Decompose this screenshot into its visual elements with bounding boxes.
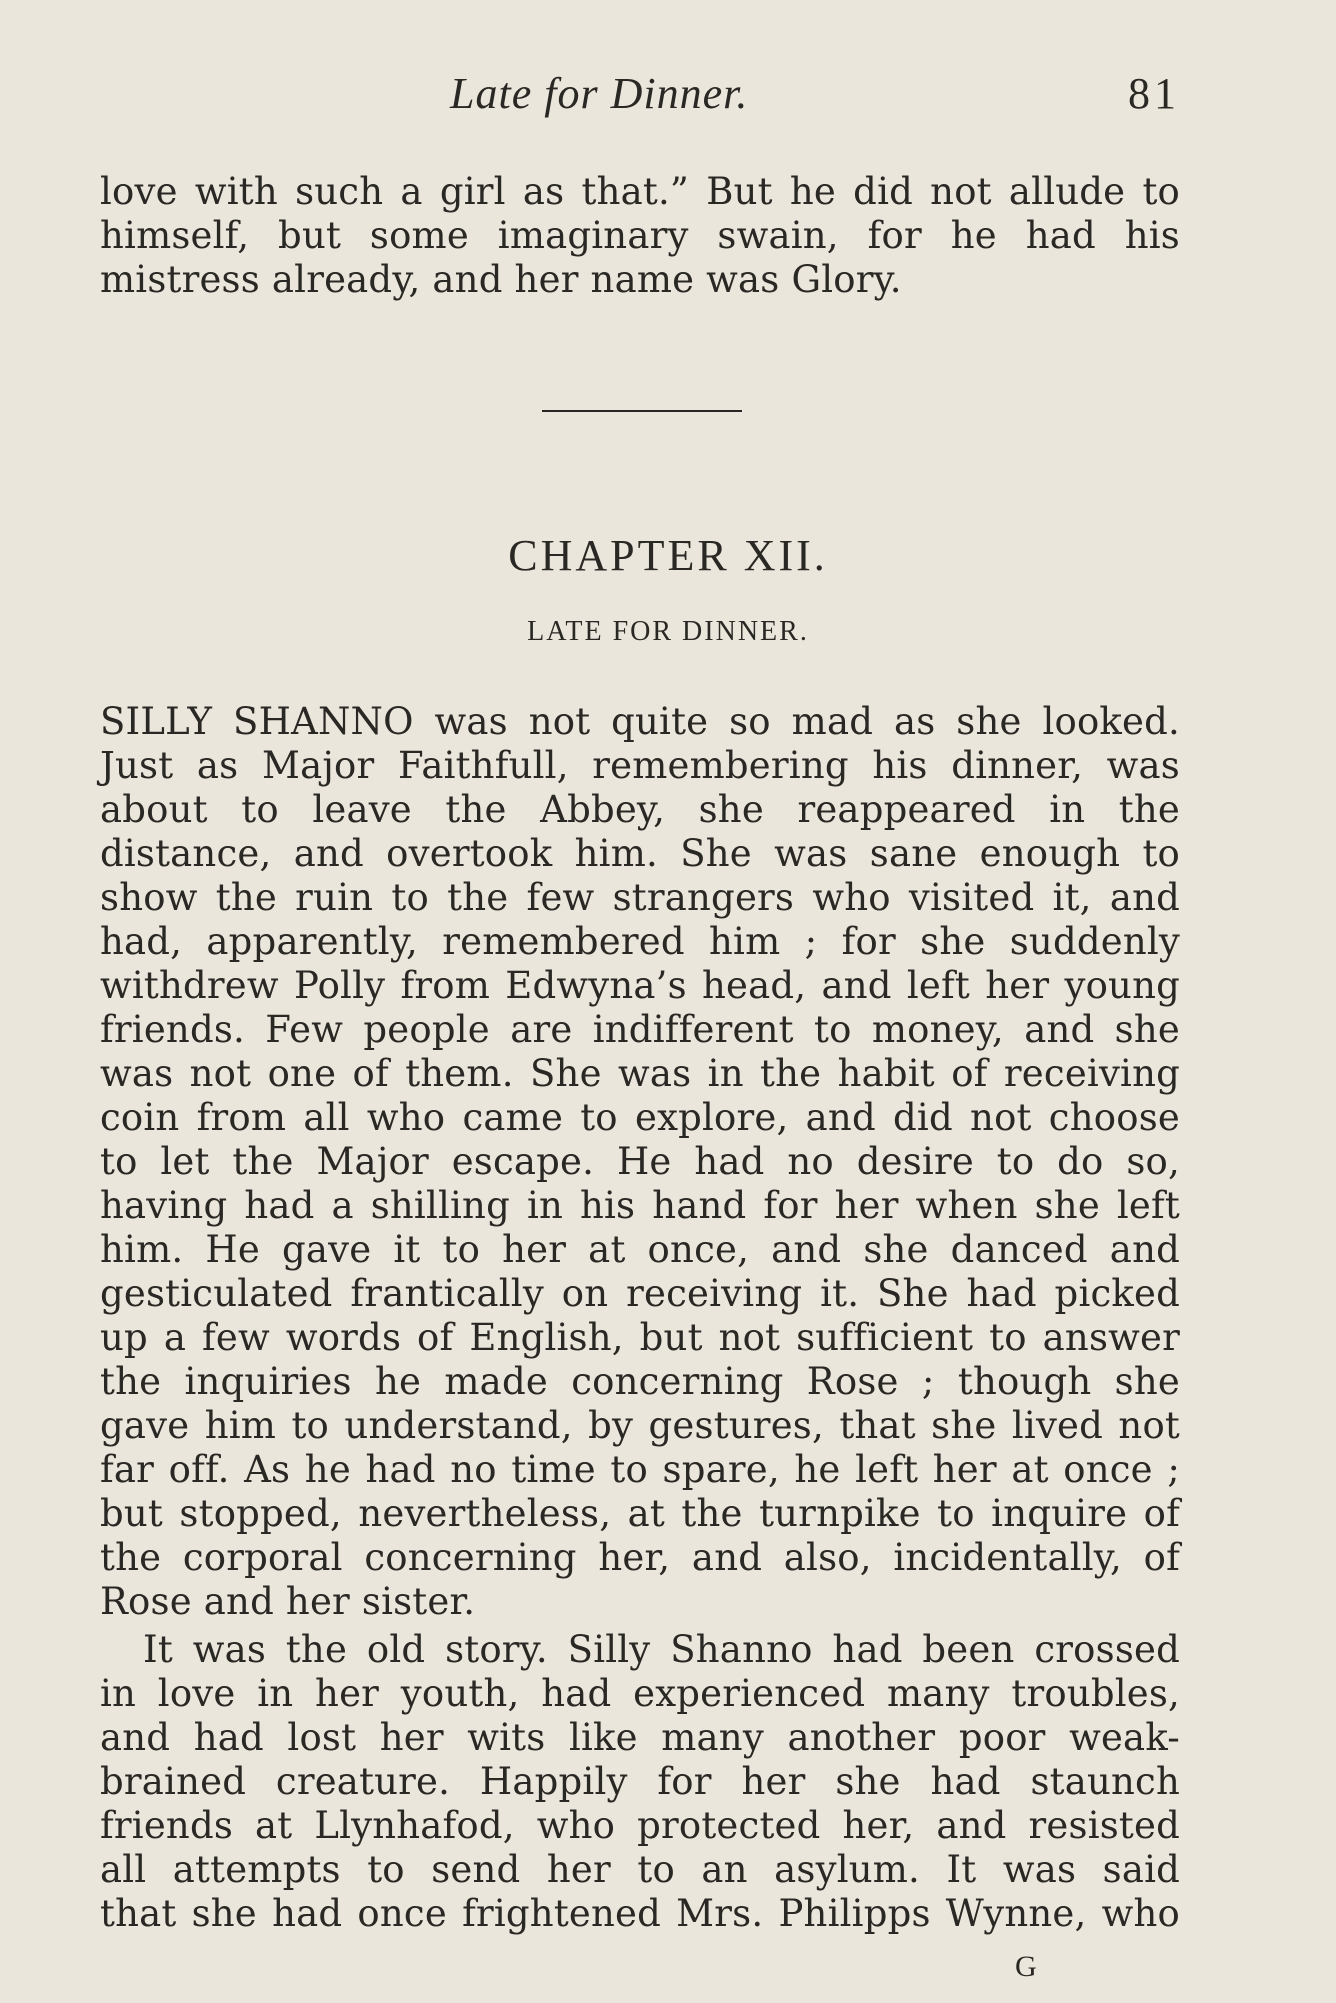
text-line: mistress already, and her name was Glory. <box>100 258 902 301</box>
section-divider <box>542 410 742 412</box>
text-line: Rose and her sister. <box>100 1580 476 1623</box>
text-line: about to leave the Abbey, she reappeared in the <box>100 788 1180 831</box>
text-line: gesticulated frantically on receiving it. She had picked <box>100 1272 1180 1315</box>
text-line: It was the old story. Silly Shanno had been crossed <box>143 1628 1180 1671</box>
text-line: all attempts to send her to an asylum. It was said <box>100 1848 1180 1891</box>
text-line: was not one of them. She was in the habit of receiving <box>100 1052 1180 1095</box>
text-line: the inquiries he made concerning Rose ; though she <box>100 1360 1180 1403</box>
text-line: coin from all who came to explore, and did not choose <box>100 1096 1180 1139</box>
chapter-title: CHAPTER XII. <box>508 531 828 580</box>
text-line: distance, and overtook him. She was sane enough to <box>100 832 1180 875</box>
running-title: Late for Dinner. <box>450 69 749 118</box>
text-line: far off. As he had no time to spare, he left her at once ; <box>100 1448 1180 1491</box>
text-line: that she had once frightened Mrs. Philipps Wynne, who <box>100 1892 1180 1935</box>
text-line: gave him to understand, by gestures, that she lived not <box>100 1404 1180 1447</box>
text-line: friends. Few people are indifferent to money, and she <box>100 1008 1180 1051</box>
text-line: and had lost her wits like many another poor weak- <box>100 1716 1180 1759</box>
text-line: to let the Major escape. He had no desire to do so, <box>100 1140 1180 1183</box>
text-line: him. He gave it to her at once, and she danced and <box>100 1228 1180 1271</box>
page-number: 81 <box>1128 69 1180 118</box>
text-line: up a few words of English, but not sufficient to answer <box>100 1316 1180 1359</box>
signature-mark: G <box>1015 1950 1038 1983</box>
text-line: but stopped, nevertheless, at the turnpike to inquire of <box>100 1492 1180 1535</box>
text-line: having had a shilling in his hand for her when she left <box>100 1184 1180 1227</box>
text-line: brained creature. Happily for her she had staunch <box>100 1760 1180 1803</box>
text-line: the corporal concerning her, and also, incidentally, of <box>100 1536 1180 1579</box>
running-head <box>100 68 1180 128</box>
text-line: SILLY SHANNO was not quite so mad as she looked. <box>100 700 1180 743</box>
text-line: friends at Llynhafod, who protected her, and resisted <box>100 1804 1180 1847</box>
text-line: love with such a girl as that.” But he did not allude to <box>100 170 1180 213</box>
text-line: himself, but some imaginary swain, for he had his <box>100 214 1180 257</box>
text-line: Just as Major Faithfull, remembering his dinner, was <box>100 744 1180 787</box>
text-line: in love in her youth, had experienced many troubles, <box>100 1672 1180 1715</box>
text-line: withdrew Polly from Edwyna’s head, and left her young <box>100 964 1180 1007</box>
text-line: had, apparently, remembered him ; for she suddenly <box>100 920 1180 963</box>
chapter-subtitle: LATE FOR DINNER. <box>527 616 809 647</box>
text-line: show the ruin to the few strangers who visited it, and <box>100 876 1180 919</box>
